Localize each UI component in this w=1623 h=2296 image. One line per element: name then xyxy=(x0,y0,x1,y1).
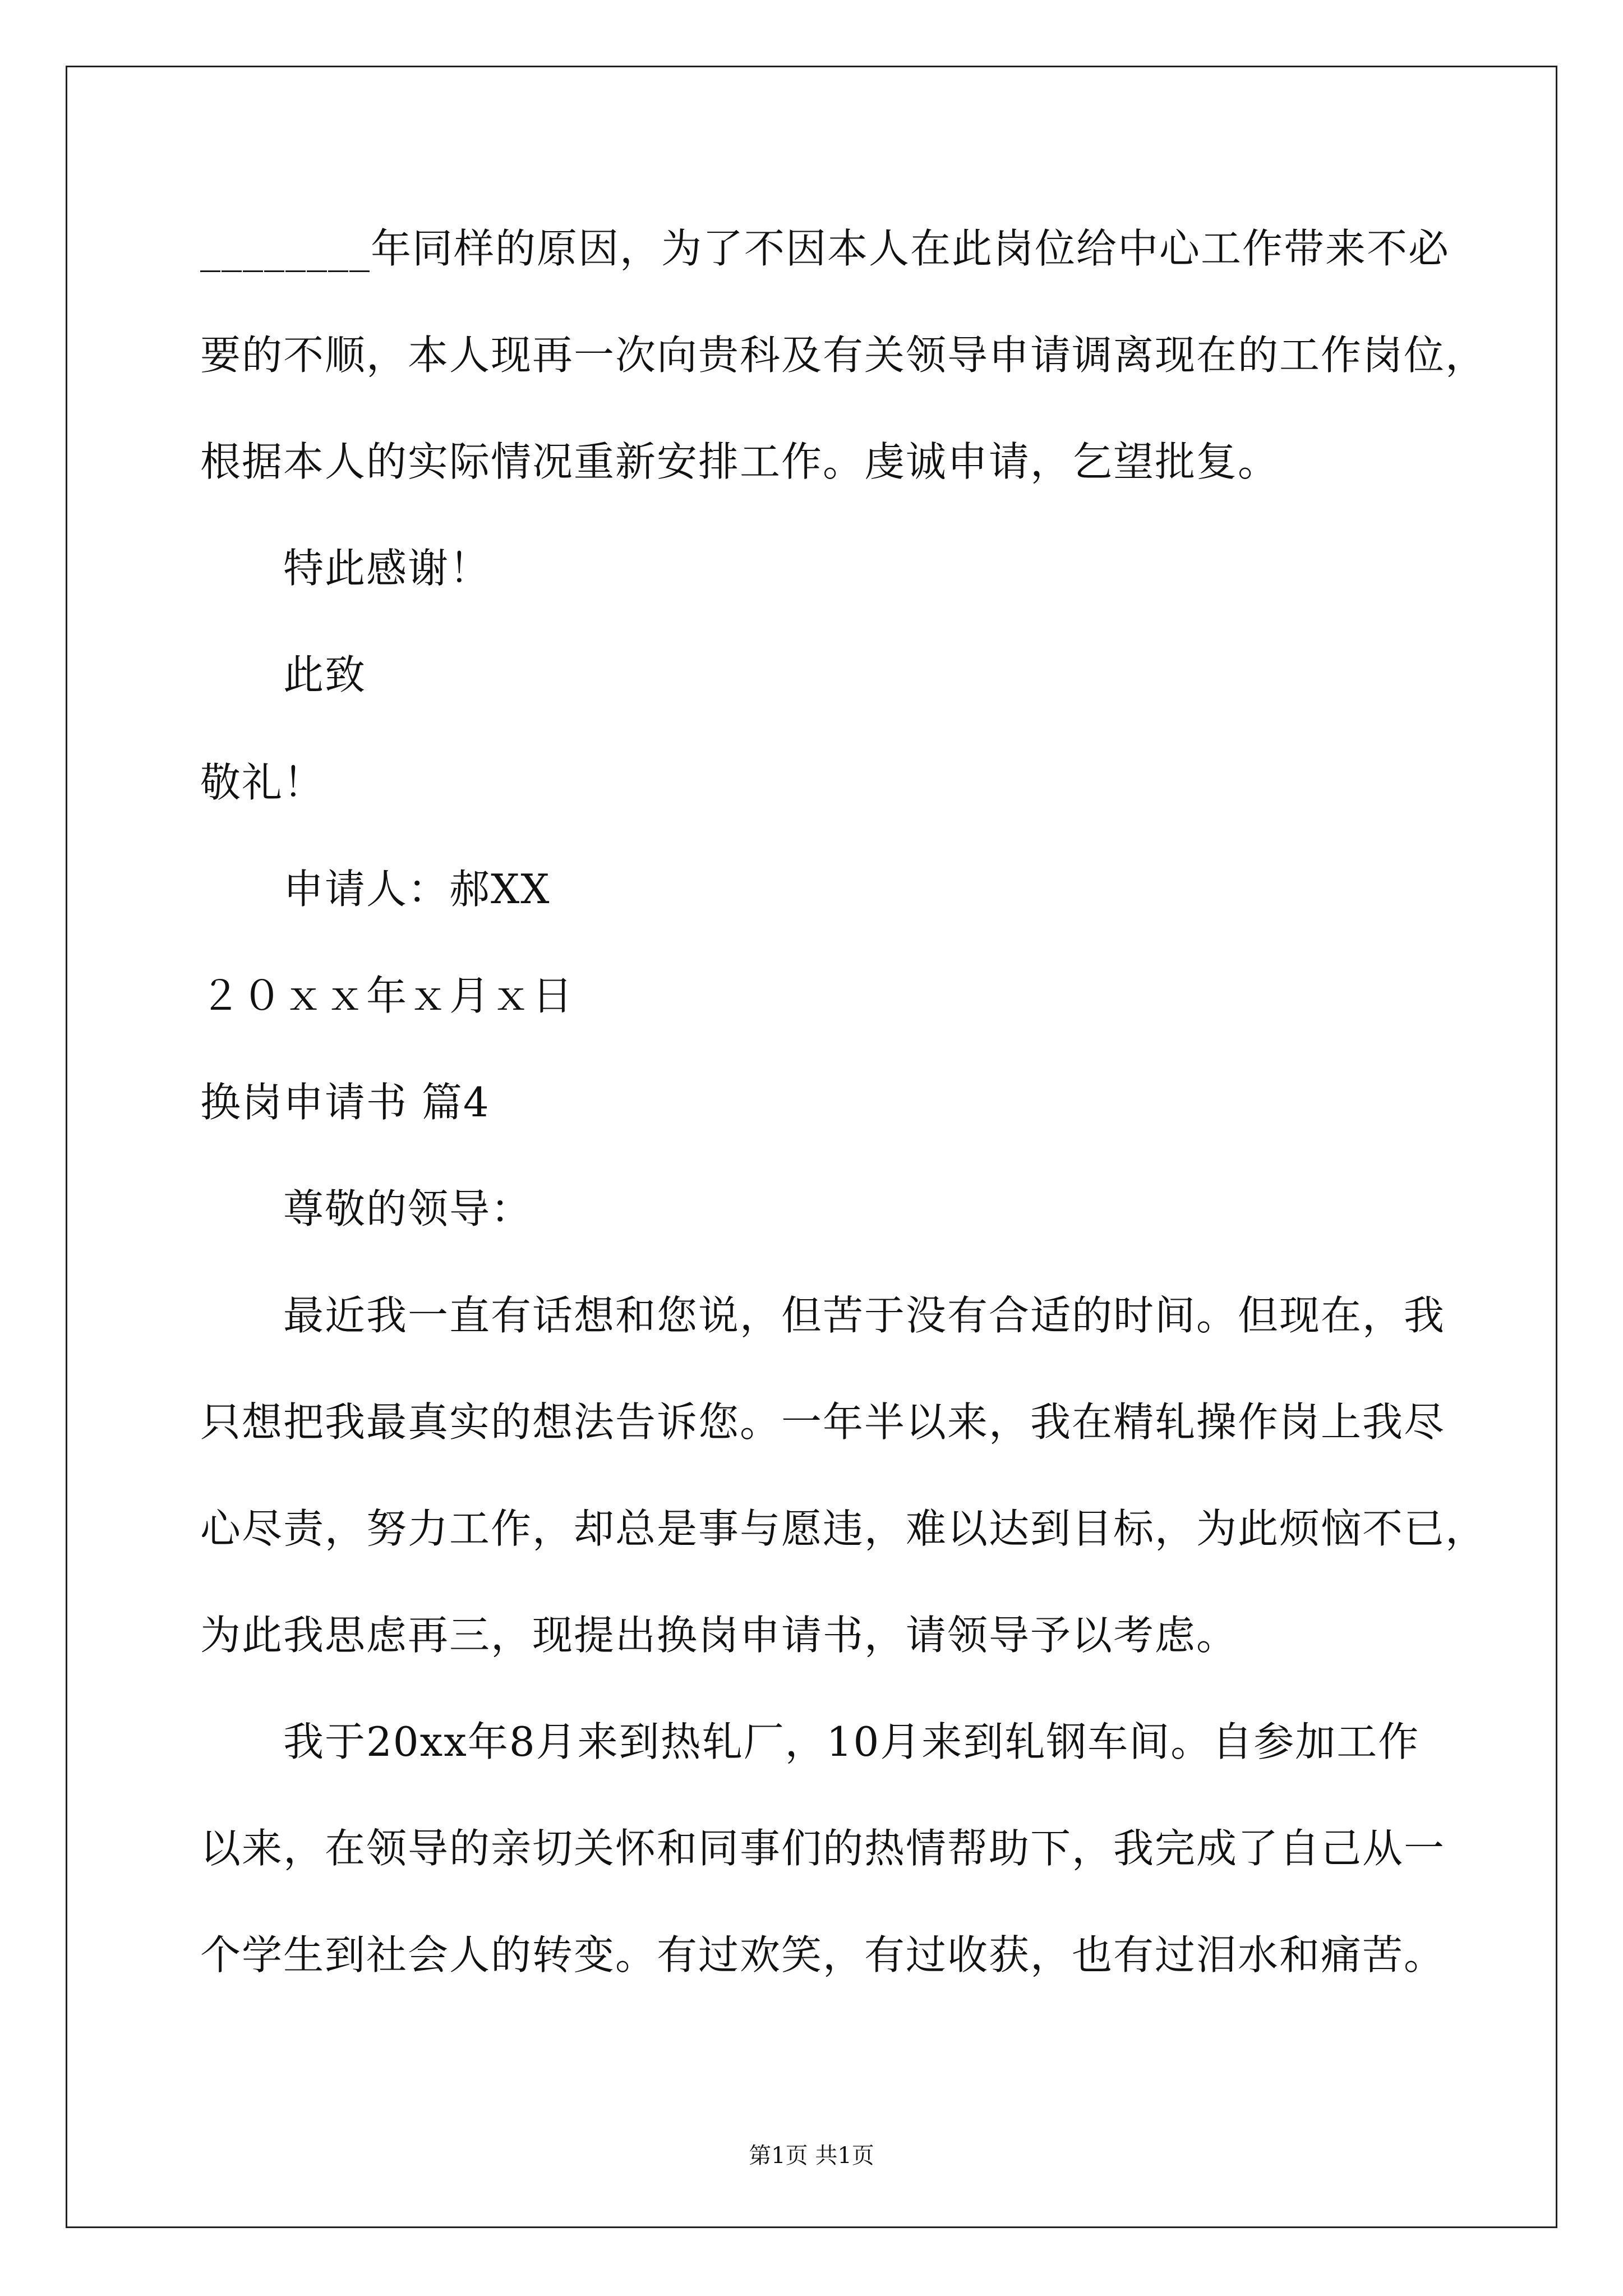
text-line: 最近我一直有话想和您说，但苦于没有合适的时间。但现在，我 xyxy=(283,1292,1446,1339)
text-line: 只想把我最真实的想法告诉您。一年半以来，我在精轧操作岗上我尽 xyxy=(200,1398,1446,1446)
page-border xyxy=(66,66,1557,2228)
text-line: 此致 xyxy=(283,651,367,698)
text-line: 我于20xx年8月来到热轧厂，10月来到轧钢车间。自参加工作 xyxy=(283,1718,1420,1765)
text-line: ________年同样的原因，为了不因本人在此岗位给中心工作带来不必 xyxy=(200,225,1450,272)
text-line: 以来，在领导的亲切关怀和同事们的热情帮助下，我完成了自己从一 xyxy=(200,1825,1446,1872)
text-line: 心尽责，努力工作，却总是事与愿违，难以达到目标，为此烦恼不已， xyxy=(200,1505,1487,1552)
text-line: 为此我思虑再三，现提出换岗申请书，请领导予以考虑。 xyxy=(200,1612,1238,1659)
text-line: 申请人：郝XX xyxy=(283,866,551,913)
section-heading: 换岗申请书 篇4 xyxy=(200,1079,490,1126)
text-line: 个学生到社会人的转变。有过欢笑，有过收获，也有过泪水和痛苦。 xyxy=(200,1931,1446,1978)
salutation: 尊敬的领导： xyxy=(283,1185,533,1232)
text-line: 敬礼！ xyxy=(200,759,325,806)
text-line: 特此感谢！ xyxy=(283,545,491,592)
page-number: 第1页 共1页 xyxy=(749,2143,874,2169)
text-line: 要的不顺，本人现再一次向贵科及有关领导申请调离现在的工作岗位， xyxy=(200,332,1487,379)
text-line: 根据本人的实际情况重新安排工作。虔诚申请，乞望批复。 xyxy=(200,438,1280,485)
date-line: ２０ｘｘ年ｘ月ｘ日 xyxy=(200,972,574,1019)
